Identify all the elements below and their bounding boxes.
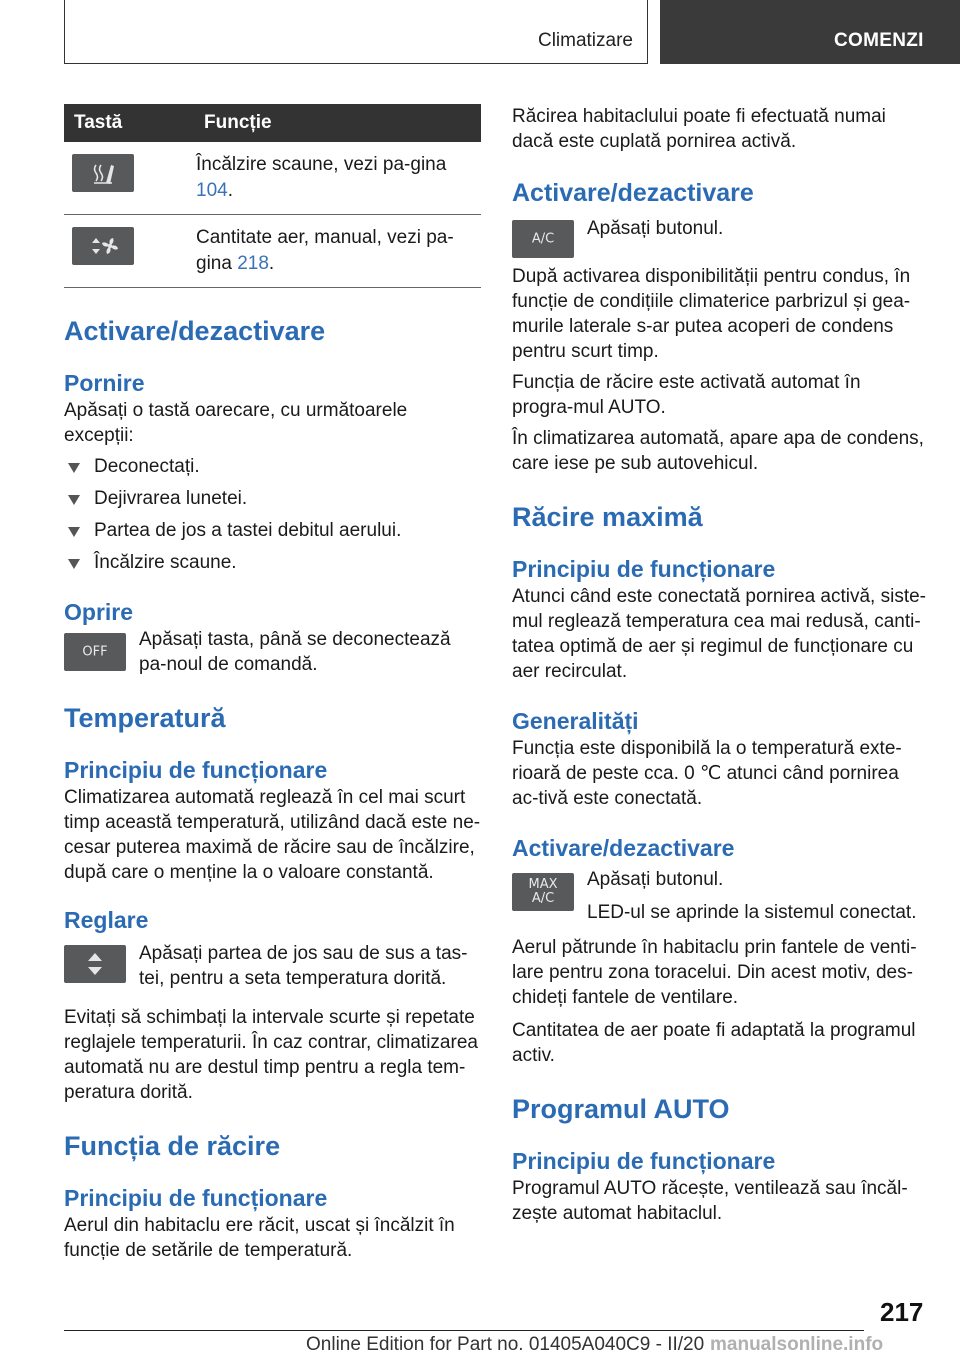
header-section-box <box>64 0 648 64</box>
heading-principle: Principiu de funcționare <box>64 1185 328 1211</box>
row-text: Cantitate aer, manual, vezi pa-gina <box>196 227 454 274</box>
triangle-bullet-icon <box>68 559 80 569</box>
condensation-text: În climatizarea automată, apare apa de condens, care iese pe sub autovehicul. <box>512 428 924 474</box>
heading-general: Generalități <box>512 708 639 734</box>
press-text: Apăsați butonul. <box>587 218 724 239</box>
heading-cooling: Funcția de răcire <box>64 1131 281 1161</box>
header-chapter-box <box>660 0 960 64</box>
heading-temperature: Temperatură <box>64 703 226 733</box>
col-function-header: Funcție <box>192 104 481 142</box>
list-item: Dejivrarea lunetei. <box>64 486 481 511</box>
temperature-button <box>64 945 126 983</box>
row-text: Încălzire scaune, vezi pa-gina <box>196 154 447 175</box>
ac-label: A/C <box>531 891 555 906</box>
table-header-row <box>64 104 481 142</box>
edition-text: Online Edition for Part no. 01405A040C9 - II/20 <box>306 1334 705 1355</box>
heading-activate: Activare/dezactivare <box>512 835 735 861</box>
max-label: MAX <box>528 877 558 892</box>
general-text: Funcția este disponibilă la o temperatură exte-rioară de peste cca. 0 ℃ atunci când pornirea ac-tivă este conectată. <box>512 738 902 809</box>
press-text: Apăsați butonul. <box>587 869 724 890</box>
chapter-title: COMENZI <box>834 30 924 51</box>
max-ac-button <box>512 873 574 911</box>
seat-heating-icon <box>72 154 134 192</box>
heading-principle: Principiu de funcționare <box>512 556 776 582</box>
off-button <box>64 633 126 671</box>
seat-heating-button <box>72 154 134 192</box>
temperature-text: Climatizarea automată reglează în cel mai scurt timp această temperatură, utilizând dacă este ne-cesar puterea maximă de răcire sau de încălzire, după care o menține la o valoare constantă. <box>64 787 481 883</box>
heading-start: Pornire <box>64 370 145 396</box>
air-quantity-button <box>72 227 134 265</box>
up-down-arrows-icon <box>64 945 126 983</box>
heading-stop: Oprire <box>64 599 134 625</box>
auto-program-text: Programul AUTO răcește, ventilează sau încăl-zește automat habitaclul. <box>512 1178 908 1224</box>
heading-principle: Principiu de funcționare <box>512 1148 776 1174</box>
table-row: Încălzire scaune, vezi pa-gina 104. <box>64 142 481 215</box>
table-row: Cantitate aer, manual, vezi pa-gina 218. <box>64 215 481 288</box>
led-text: LED-ul se aprinde la sistemul conectat. <box>587 902 917 923</box>
list-item: Deconectați. <box>64 454 481 479</box>
off-label: OFF <box>82 644 108 660</box>
stop-text: Apăsați tasta, până se deconectează pa-noul de comandă. <box>139 629 451 675</box>
watermark-text: manualsonline.info <box>710 1334 884 1355</box>
heading-activate: Activare/dezactivare <box>512 179 754 207</box>
avoid-text: Evitați să schimbați la intervale scurte și repetate reglajele temperaturii. În caz contrar, climatizarea automată nu are destul timp pentru a regla tem-peratura dorită. <box>64 1007 478 1103</box>
key-function-table <box>64 104 481 288</box>
cool-condition-text: Răcirea habitaclului poate fi efectuată numai dacă este cuplată pornirea activă. <box>512 106 886 152</box>
heading-max-cooling: Răcire maximă <box>512 502 703 532</box>
heading-adjust: Reglare <box>64 907 149 933</box>
ac-button <box>512 220 574 258</box>
ac-label: A/C <box>531 231 555 247</box>
max-text: Atunci când este conectată pornirea activă, siste-mul reglează temperatura cea mai redusă, canti-tatea optimă de aer și regimul de funcționare cu aer recirculat. <box>512 586 927 682</box>
triangle-bullet-icon <box>68 463 80 473</box>
section-title: Climatizare <box>537 30 633 51</box>
right-column <box>512 104 926 1226</box>
after-text: După activarea disponibilității pentru condus, în funcție de condițiile climaterice parbrizul și gea-murile laterale s-ar putea acoperi de condens pentru scurt timp. <box>512 266 911 362</box>
triangle-bullet-icon <box>68 495 80 505</box>
heading-activate: Activare/dezactivare <box>64 316 326 346</box>
heading-auto-program: Programul AUTO <box>512 1094 730 1124</box>
air-text: Aerul pătrunde în habitaclu prin fantele de venti-lare pentru zona toracelui. Din acest motiv, des-chideți fantele de ventilare. <box>512 937 917 1008</box>
page-number: 217 <box>880 1297 924 1327</box>
page-link[interactable]: 104 <box>196 180 228 201</box>
auto-cooling-text: Funcția de răcire este activată automat în progra-mul AUTO. <box>512 372 861 418</box>
triangle-bullet-icon <box>68 527 80 537</box>
page-link[interactable]: 218 <box>237 253 269 274</box>
cooling-text: Aerul din habitaclu ere răcit, uscat și încălzit în funcție de setările de temperatură. <box>64 1215 455 1261</box>
adjust-text: Apăsați partea de jos sau de sus a tas-tei, pentru a seta temperatura dorită. <box>139 943 468 989</box>
start-text: Apăsați o tastă oarecare, cu următoarele excepții: <box>64 400 408 446</box>
list-item: Încălzire scaune. <box>64 550 481 575</box>
adapt-text: Cantitatea de aer poate fi adaptată la programul activ. <box>512 1020 916 1066</box>
left-column <box>64 104 481 1263</box>
heading-principle: Principiu de funcționare <box>64 757 328 783</box>
fan-arrows-icon <box>72 227 134 265</box>
col-key-header: Tastă <box>64 104 192 142</box>
footer-divider <box>64 1330 864 1331</box>
list-item: Partea de jos a tastei debitul aerului. <box>64 518 481 543</box>
